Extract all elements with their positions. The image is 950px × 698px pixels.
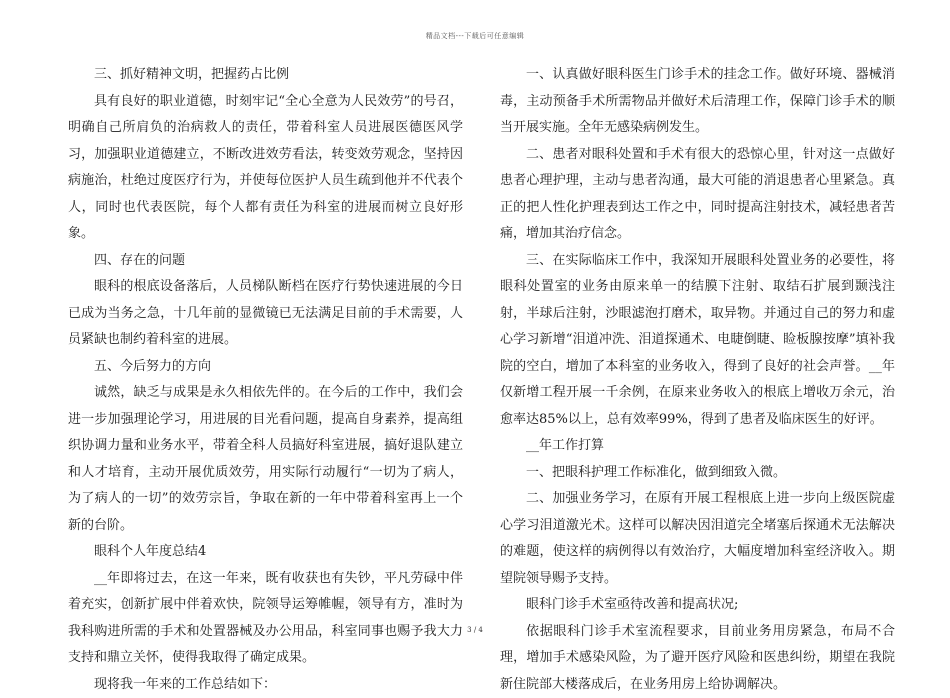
paragraph: __年即将过去，在这一年来，既有收获也有失钞，平凡劳碌中伴着充实，创新扩展中伴着欢快，院领导运筹帷幄，领导有方，准时为我科购进所需的手术和处置器械及办公用品，科室同事也赐予我大力支持和鼎立关怀，使得我取得了确定成果。	[68, 566, 463, 672]
section-heading: 眼科门诊手术室亟待改善和提高状况;	[500, 592, 895, 619]
paragraph: 眼科的根底设备落后，人员梯队断档在医疗行势快速进展的今日已成为当务之急，十几年前的显微镜已无法满足目前的手术需要，人员紧缺也制约着科室的进展。	[68, 274, 463, 354]
paragraph: 一、把眼科护理工作标准化，做到细致入微。	[500, 460, 895, 487]
paragraph: 现将我一年来的工作总结如下：	[68, 672, 463, 698]
paragraph: 依据眼科门诊手术室流程要求，目前业务用房紧急，布局不合理，增加手术感染风险，为了避开医疗风险和医患纠纷，期望在我院新住院部大楼落成后，在业务用房上给协调解决。	[500, 619, 895, 698]
page-number: 3 / 4	[0, 626, 950, 634]
left-column	[68, 62, 463, 698]
section-heading: 五、今后努力的方向	[68, 354, 463, 381]
section-heading: 三、抓好精神文明，把握药占比例	[68, 62, 463, 89]
section-heading: __年工作打算	[500, 433, 895, 460]
section-heading: 四、存在的问题	[68, 248, 463, 275]
page-header: 精品文档---下载后可任意编辑	[0, 31, 950, 41]
paragraph: 一、认真做好眼科医生门诊手术的挂念工作。做好环境、器械消毒，主动预备手术所需物品并做好术后清理工作，保障门诊手术的顺当开展实施。全年无感染病例发生。	[500, 62, 895, 142]
right-column	[500, 62, 895, 698]
paragraph: 诚然，缺乏与成果是永久相依先伴的。在今后的工作中，我们会进一步加强理论学习，用进展的目光看问题，提高自身素养，提高组织协调力量和业务水平，带着全科人员搞好科室进展，搞好退队建立和人才培育，主动开展优质效劳，用实际行动履行“一切为了病人，为了病人的一切”的效劳宗旨，争取在新的一年中带着科室再上一个新的台阶。	[68, 380, 463, 539]
paragraph: 具有良好的职业道德，时刻牢记“全心全意为人民效劳”的号召，明确自己所肩负的治病救人的责任，带着科室人员进展医德医风学习，加强职业道德建立，不断改进效劳看法，转变效劳观念，坚持因病施治，杜绝过度医疗行为，并使每位医护人员生疏到他并不代表个人，同时也代表医院，每个人都有责任为科室的进展而树立良好形象。	[68, 89, 463, 248]
paragraph: 二、加强业务学习，在原有开展工程根底上进一步向上级医院虚心学习泪道激光术。这样可以解决因泪道完全堵塞后探通术无法解决的难题，使这样的病例得以有效治疗，大幅度增加科室经济收入。期望院领导赐予支持。	[500, 486, 895, 592]
section-heading: 眼科个人年度总结4	[68, 539, 463, 566]
paragraph: 二、患者对眼科处置和手术有很大的恐惊心里，针对这一点做好患者心理护理，主动与患者沟通，最大可能的消退患者心里紧急。真正的把人性化护理表到达工作之中，同时提高注射技术，减轻患者苦痛，增加其治疗信念。	[500, 142, 895, 248]
paragraph: 三、在实际临床工作中，我深知开展眼科处置业务的必要性，将眼科处置室的业务由原来单一的结膜下注射、取结石扩展到颞浅注射，半球后注射，沙眼滤泡打磨术，取异物。并通过自己的努力和虚心学习新增“泪道冲洗、泪道探通术、电睫倒睫、睑板腺按摩”填补我院的空白，增加了本科室的业务收入，得到了良好的社会声誉。__年仅新增工程开展一千余例，在原来业务收入的根底上增收万余元，治愈率达85%以上，总有效率99%，得到了患者及临床医生的好评。	[500, 248, 895, 434]
